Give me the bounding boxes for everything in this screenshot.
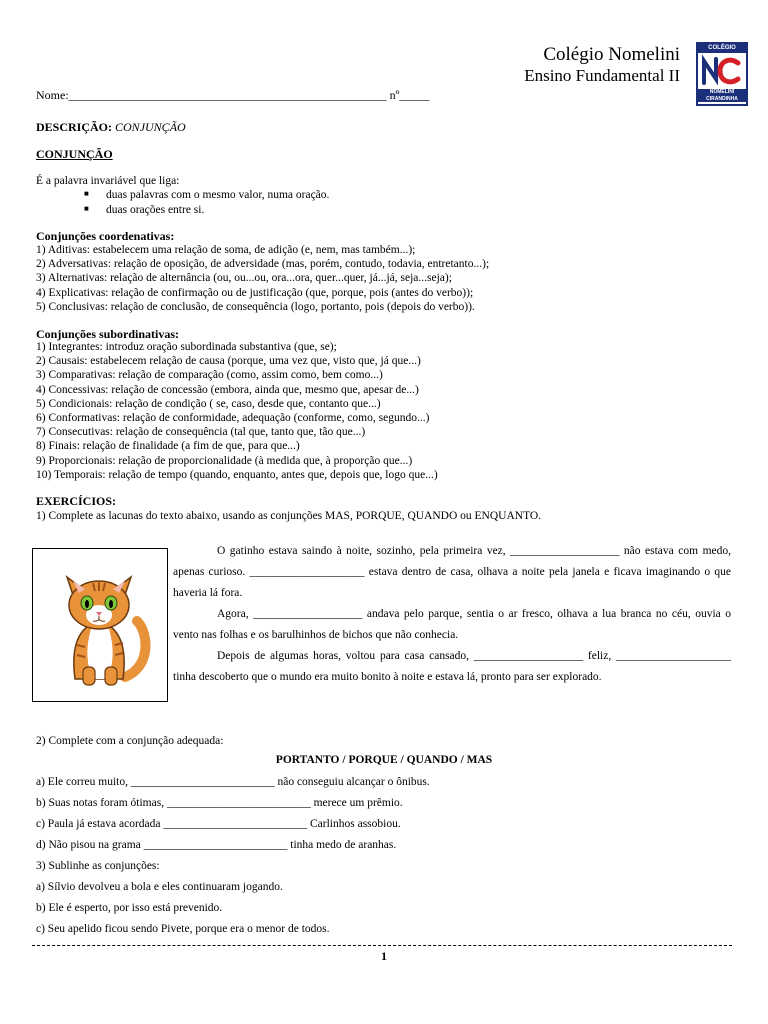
description-line (36, 120, 186, 135)
nc-logo-icon (698, 53, 746, 89)
description-value: CONJUNÇÃO (115, 120, 186, 134)
exercise-2-item: d) Não pisou na grama _________________________ tinha medo de aranhas. (36, 839, 397, 851)
cat-icon (33, 549, 167, 701)
coord-item: 2) Adversativas: relação de oposição, de adversidade (mas, porém, contudo, todavia, entretanto...); (36, 258, 490, 270)
sub-title: Conjunções subordinativas: (36, 327, 180, 341)
name-field[interactable]: Nome:_____________________________________________________ nº_____ (36, 88, 430, 102)
coord-item: 1) Aditivas: estabelecem uma relação de soma, de adição (e, nem, mas também...); (36, 244, 416, 256)
sub-item: 6) Conformativas: relação de conformidade, adequação (conforme, como, segundo...) (36, 412, 430, 424)
sub-item: 2) Causais: estabelecem relação de causa (porque, uma vez que, visto que, já que...) (36, 355, 421, 367)
sub-item: 9) Proporcionais: relação de proporcionalidade (à medida que, à proporção que...) (36, 455, 413, 467)
exercise-3-item: a) Sílvio devolveu a bola e eles continuaram jogando. (36, 881, 283, 893)
sub-item: 8) Finais: relação de finalidade (a fim de que, para que...) (36, 440, 300, 452)
exercises-title: EXERCÍCIOS: (36, 494, 117, 508)
school-logo (696, 42, 748, 106)
story-paragraph: Depois de algumas horas, voltou para casa cansado, ___________________ feliz, ____________________ tinha descoberto que o mundo era muito bonito à noite e estava lá, pronto para ser explorado. (173, 650, 731, 683)
sub-item: 4) Concessivas: relação de concessão (embora, ainda que, mesmo que, apesar de...) (36, 384, 419, 396)
coord-title: Conjunções coordenativas: (36, 229, 175, 243)
exercise-2-instruction: 2) Complete com a conjunção adequada: (36, 735, 224, 747)
sub-item: 7) Consecutivas: relação de consequência (tal que, tanto que, tão que...) (36, 426, 366, 438)
exercise-2-item: b) Suas notas foram ótimas, _________________________ merece um prêmio. (36, 797, 403, 809)
sub-item: 3) Comparativas: relação de comparação (como, assim como, bem como...) (36, 369, 383, 381)
bullet-item: ■ duas palavras com o mesmo valor, numa oração. (84, 189, 330, 201)
sub-item: 5) Condicionais: relação de condição ( se, caso, desde que, contanto que...) (36, 398, 381, 410)
exercise-2-item: a) Ele correu muito, _________________________ não conseguiu alcançar o ônibus. (36, 776, 430, 788)
bullet-item: ■ duas orações entre si. (84, 204, 205, 216)
exercise-2-item: c) Paula já estava acordada _________________________ Carlinhos assobiou. (36, 818, 401, 830)
exercise-3-item: b) Ele é esperto, por isso está prevenido. (36, 902, 223, 914)
page-number: 1 (381, 949, 387, 963)
description-label: DESCRIÇÃO: (36, 120, 113, 134)
intro-text: É a palavra invariável que liga: (36, 175, 180, 187)
logo-mark (698, 53, 746, 89)
coord-item: 4) Explicativas: relação de confirmação ou de justificação (que, porque, pois (antes do verbo)); (36, 287, 474, 299)
exercise-1-instruction: 1) Complete as lacunas do texto abaixo, usando as conjunções MAS, PORQUE, QUANDO ou ENQUANTO. (36, 510, 542, 522)
sub-item: 1) Integrantes: introduz oração subordinada substantiva (que, se); (36, 341, 337, 353)
section-title: CONJUNÇÃO (36, 147, 113, 161)
story-paragraph: Agora, ___________________ andava pelo parque, sentia o ar fresco, olhava a lua branca no céu, ouvia o vento nas folhas e os barulhinhos de bichos que não conhecia. (173, 608, 731, 641)
bullet-icon: ■ (84, 204, 89, 213)
logo-bottom-line-2: CIRANDINHA (706, 95, 738, 102)
exercise-2-options: PORTANTO / PORQUE / QUANDO / MAS (275, 754, 493, 766)
exercise-3-item: c) Seu apelido ficou sendo Pivete, porque era o menor de todos. (36, 923, 330, 935)
sub-item: 10) Temporais: relação de tempo (quando, enquanto, antes que, depois que, logo que...) (36, 469, 438, 481)
logo-top-text: COLÉGIO (698, 44, 746, 53)
logo-bottom-line-1: NOMELINI (709, 89, 735, 95)
cat-illustration (32, 548, 168, 702)
coord-item: 3) Alternativas: relação de alternância (ou, ou...ou, ora...ora, quer...quer, já...já, seja...seja); (36, 272, 452, 284)
story-paragraph: O gatinho estava saindo à noite, sozinho, pela primeira vez, ___________________ não estava com medo, apenas curioso. ____________________ estava dentro de casa, olhava a noite pela janela e ficava imaginando o que haveria lá fora. (173, 545, 731, 599)
footer-divider (32, 945, 732, 946)
school-name: Colégio Nomelini (543, 44, 680, 65)
coord-item: 5) Conclusivas: relação de conclusão, de consequência (logo, portanto, pois (depois do verbo)). (36, 301, 475, 313)
school-level: Ensino Fundamental II (524, 66, 680, 85)
exercise-3-instruction: 3) Sublinhe as conjunções: (36, 860, 160, 872)
bullet-icon: ■ (84, 189, 89, 198)
logo-bottom-text (698, 89, 746, 102)
